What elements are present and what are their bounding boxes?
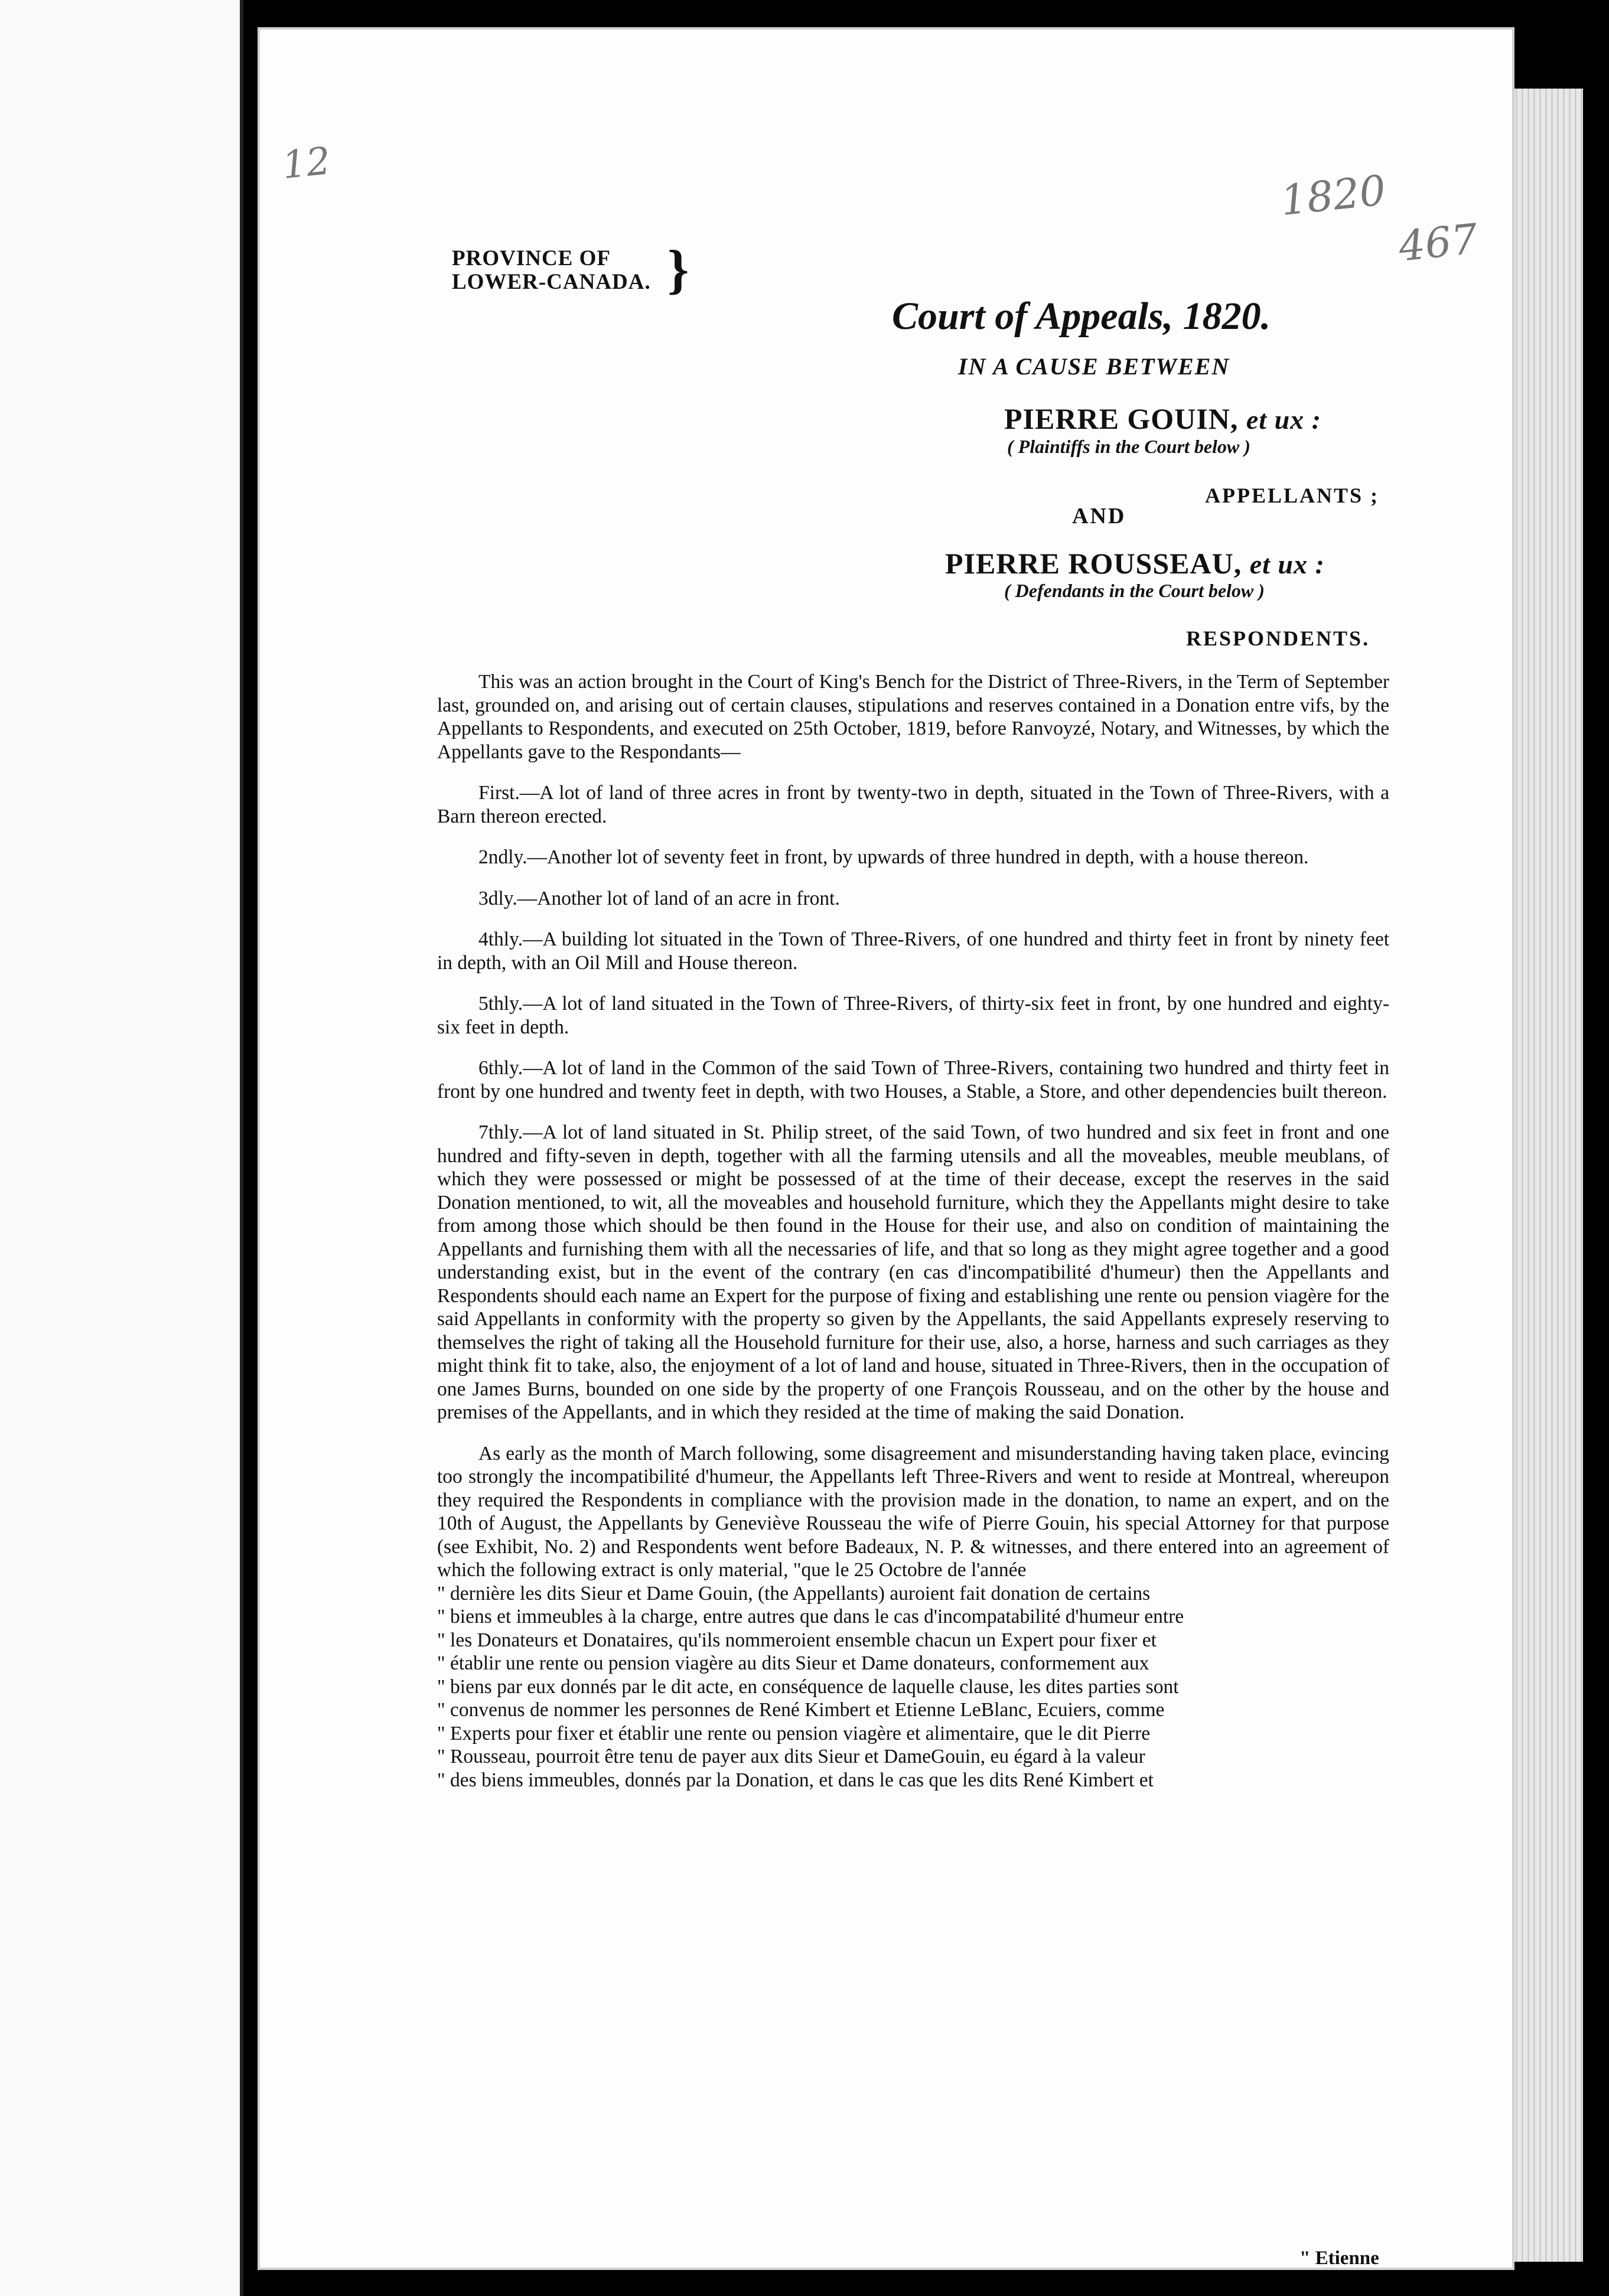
paragraph-first: First.—A lot of land of three acres in front by twenty-two in depth, situated in the Town of Three-Rivers, with a Barn thereon erected. <box>437 782 1389 827</box>
margin-number: 12 <box>280 139 333 188</box>
quote-line: " établir une rente ou pension viagère au dits Sieur et Dame donateurs, conformement aux <box>437 1652 1149 1674</box>
respondent-suffix: et ux : <box>1249 549 1325 579</box>
appellant-suffix: et ux : <box>1246 405 1321 435</box>
respondent-line <box>945 546 1325 580</box>
respondent-name: PIERRE ROUSSEAU, <box>945 547 1242 580</box>
quote-line: " biens par eux donnés par le dit acte, en conséquence de laquelle clause, les dites parties sont <box>437 1675 1179 1698</box>
quote-line: " biens et immeubles à la charge, entre autres que dans le cas d'incompatabilité d'humeur entre <box>437 1606 1184 1628</box>
appellant-line <box>1004 402 1321 436</box>
paragraph-intro: This was an action brought in the Court of King's Bench for the District of Three-Rivers, in the Term of September last, grounded on, and arising out of certain clauses, stipulations and reserves contained in a Donation entre vifs, by the Appellants to Respondents, and executed on 25th October, 1819, before Ranvoyzé, Notary, and Witnesses, by which the Appellants gave to the Respondants— <box>437 671 1389 763</box>
province-brace: } <box>667 239 689 299</box>
paragraph-fifth: 5thly.—A lot of land situated in the Town of Three-Rivers, of thirty-six feet in front, by one hundred and eighty-six feet in depth. <box>437 993 1389 1038</box>
quote-line: " des biens immeubles, donnés par la Donation, et dans le cas que les dits René Kimbert et <box>437 1769 1154 1791</box>
quote-line: " les Donateurs et Donataires, qu'ils nommeroient ensemble chacun un Expert pour fixer et <box>437 1629 1157 1651</box>
paragraph-third: 3dly.—Another lot of land of an acre in front. <box>478 887 840 909</box>
appellant-name: PIERRE GOUIN, <box>1004 402 1239 435</box>
cause-heading: IN A CAUSE BETWEEN <box>958 353 1230 380</box>
paragraph-seventh: 7thly.—A lot of land situated in St. Philip street, of the said Town, of two hundred and six feet in front and one hundred and fifty-seven in depth, together with all the farming utensils and all the moveables, meuble meublans, of which they were possessed or might be possessed of at the time of their decease, except the reserves in the said Donation mentioned, to wit, all the moveables and household furniture, which they the Appellants might desire to take from among those which should be then found in the House for their use, and also on condition of maintaining the Appellants and furnishing them with all the necessaries of life, and that so long as they might agree together and a good understanding exist, but in the event of the contrary (en cas d'incompatibilité d'humeur) then the Appellants and Respondents should each name an Expert for the purpose of fixing and establishing une rente ou pension viagère for the said Appellants in conformity with the property so given by the Appellants, the said Appellants expresely reserving to themselves the right of taking all the Household furniture for their use, also, a horse, harness and such carriages as they might think fit to take, also, the enjoyment of a lot of land and house, situated in Three-Rivers, then in the occupation of one James Burns, bounded on one side by the property of one François Rousseau, and on the other by the house and premises of the Appellants, and in which they resided at the time of making the said Donation. <box>437 1121 1389 1423</box>
quote-line: " convenus de nommer les personnes de René Kimbert et Etienne LeBlanc, Ecuiers, comme <box>437 1699 1165 1721</box>
court-title: Court of Appeals, 1820. <box>892 295 1271 338</box>
body-text <box>437 670 1389 1792</box>
paragraph-sixth: 6thly.—A lot of land in the Common of the said Town of Three-Rivers, containing two hundred and thirty feet in front by one hundred and twenty feet in depth, with two Houses, a Stable, a Store, and other dependencies built thereon. <box>437 1057 1389 1103</box>
respondent-role: RESPONDENTS. <box>1186 627 1370 650</box>
catchword: " Etienne <box>1299 2248 1379 2269</box>
page-edges <box>1512 89 1583 2262</box>
appellant-note: ( Plaintiffs in the Court below ) <box>1007 436 1250 457</box>
quote-line: " Experts pour fixer et établir une rente ou pension viagère et alimentaire, que le dit Pierre <box>437 1722 1151 1744</box>
province-line-2: LOWER-CANADA. <box>452 270 651 294</box>
province-heading <box>452 247 651 294</box>
paragraph-fourth: 4thly.—A building lot situated in the Town of Three-Rivers, of one hundred and thirty feet in front by ninety feet in depth, with an Oil Mill and House thereon. <box>437 928 1389 974</box>
quote-line: " dernière les dits Sieur et Dame Gouin, (the Appellants) auroient fait donation de certains <box>437 1582 1151 1604</box>
respondent-note: ( Defendants in the Court below ) <box>1004 580 1265 601</box>
paragraph-second: 2ndly.—Another lot of seventy feet in front, by upwards of three hundred in depth, with a house thereon. <box>478 846 1309 868</box>
and-separator: AND <box>1072 504 1126 529</box>
appellant-role: APPELLANTS ; <box>1205 484 1380 507</box>
quote-line: " Rousseau, pourroit être tenu de payer aux dits Sieur et DameGouin, eu égard à la valeur <box>437 1746 1145 1767</box>
folio-number: 467 <box>1396 214 1480 271</box>
paragraph-march: As early as the month of March following, some disagreement and misunderstanding having taken place, evincing too strongly the incompatibilité d'humeur, the Appellants left Three-Rivers and went to reside at Montreal, whereupon they required the Respondents in compliance with the provision made in the donation, to name an expert, and on the 10th of August, the Appellants by Geneviève Rousseau the wife of Pierre Gouin, his special Attorney for that purpose (see Exhibit, No. 2) and Respondents went before Badeaux, N. P. & witnesses, and there entered into an agreement of which the following extract is only material, "que le 25 Octobre de l'année <box>437 1442 1389 1581</box>
margin-year: 1820 <box>1278 165 1388 226</box>
province-line-1: PROVINCE OF <box>452 246 611 270</box>
facing-page <box>0 0 243 2296</box>
